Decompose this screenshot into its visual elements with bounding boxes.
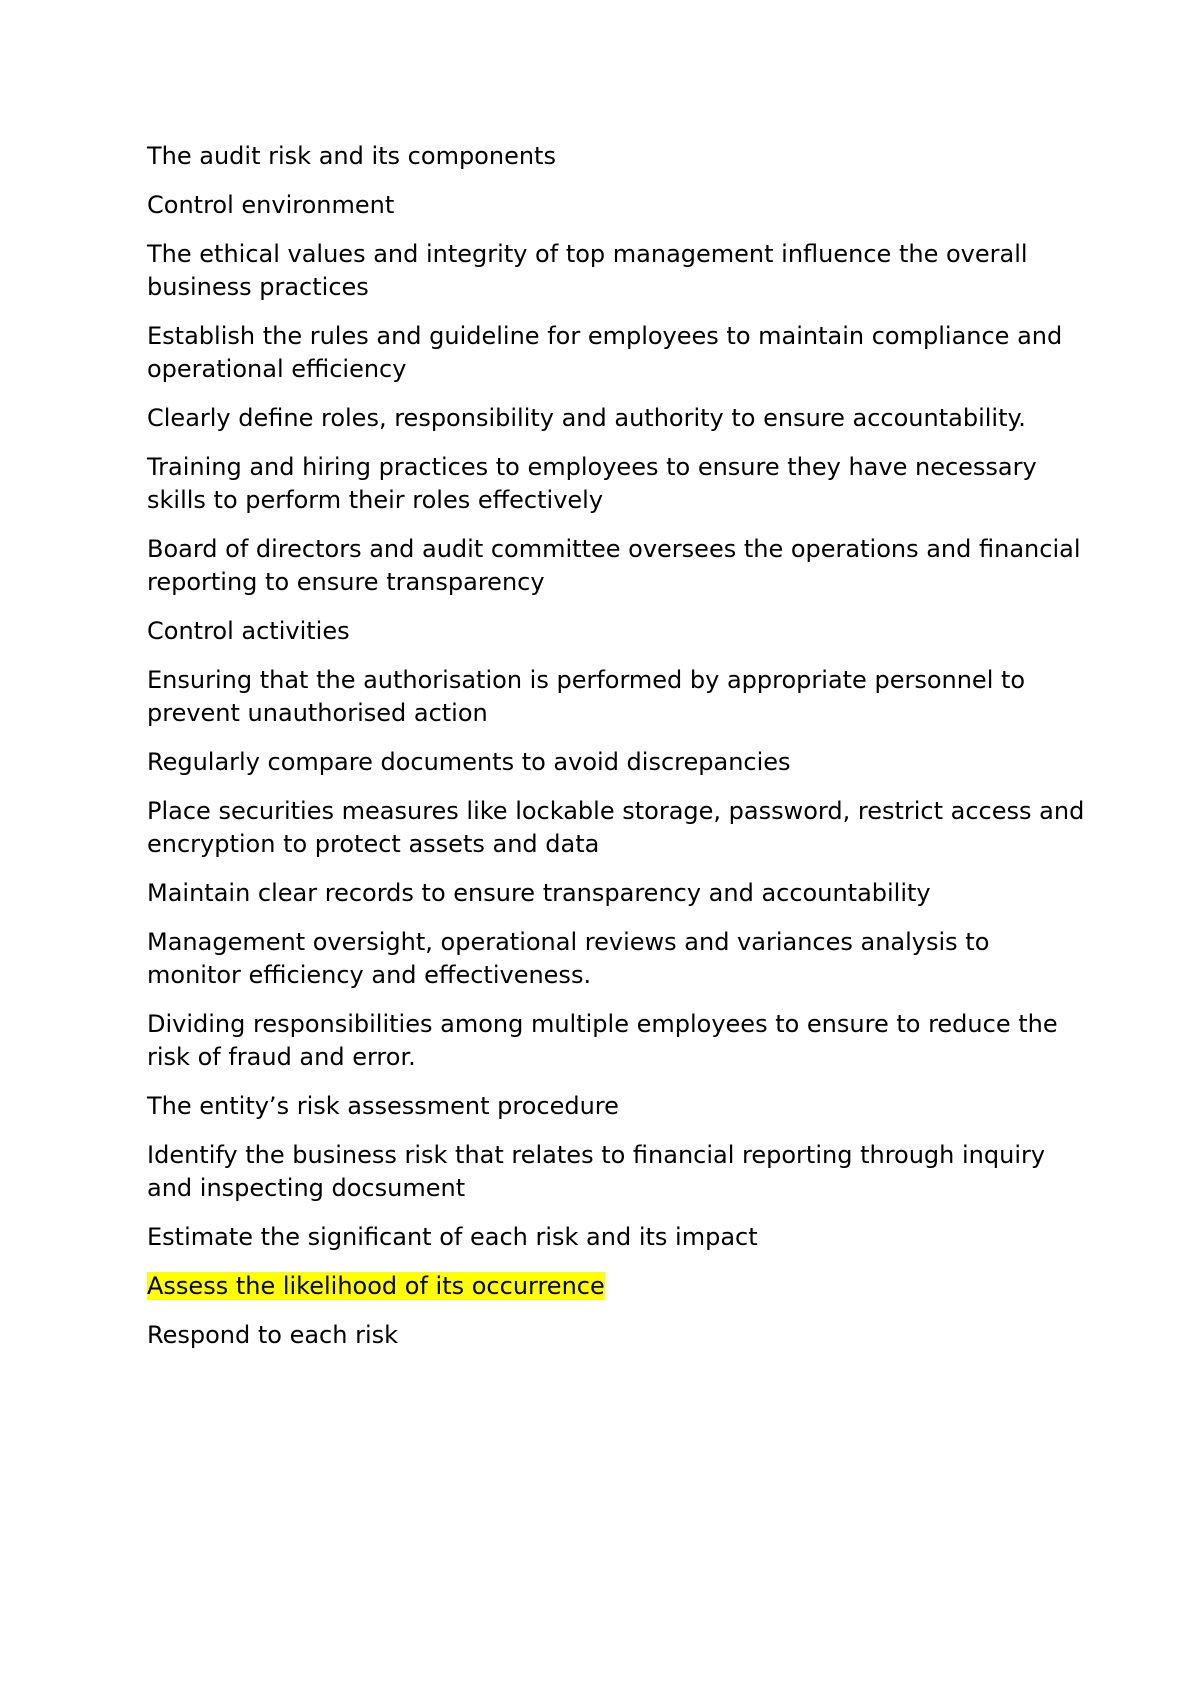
paragraph: Ensuring that the authorisation is performed by appropriate personnel to prevent unauthorised action (147, 666, 1026, 727)
paragraph: Establish the rules and guideline for employees to maintain compliance and operational efficiency (147, 322, 1063, 383)
heading-risk-assessment: The entity’s risk assessment procedure (147, 1092, 619, 1120)
paragraph: Regularly compare documents to avoid discrepancies (147, 748, 791, 776)
heading-control-environment: Control environment (147, 191, 395, 219)
paragraph: Dividing responsibilities among multiple employees to ensure to reduce the risk of fraud and error. (147, 1010, 1058, 1071)
paragraph: Estimate the significant of each risk and its impact (147, 1223, 758, 1251)
heading-control-activities: Control activities (147, 617, 350, 645)
paragraph: Identify the business risk that relates to financial reporting through inquiry and inspecting docsument (147, 1141, 1046, 1202)
paragraph: Board of directors and audit committee oversees the operations and financial reporting to ensure transparency (147, 535, 1081, 596)
paragraph: Place securities measures like lockable storage, password, restrict access and encryption to protect assets and data (147, 797, 1085, 858)
heading-audit-risk: The audit risk and its components (147, 142, 556, 170)
highlighted-text: Assess the likelihood of its occurrence (147, 1272, 605, 1300)
paragraph: The ethical values and integrity of top management influence the overall business practices (147, 240, 1028, 301)
paragraph: Maintain clear records to ensure transparency and accountability (147, 879, 931, 907)
paragraph: Training and hiring practices to employees to ensure they have necessary skills to perform their roles effectively (147, 453, 1037, 514)
paragraph: Management oversight, operational reviews and variances analysis to monitor efficiency and effectiveness. (147, 928, 990, 989)
highlighted-paragraph (147, 1270, 1087, 1303)
paragraph: Clearly define roles, responsibility and authority to ensure accountability. (147, 404, 1026, 432)
paragraph: Respond to each risk (147, 1321, 399, 1349)
document-body (147, 140, 1087, 1368)
